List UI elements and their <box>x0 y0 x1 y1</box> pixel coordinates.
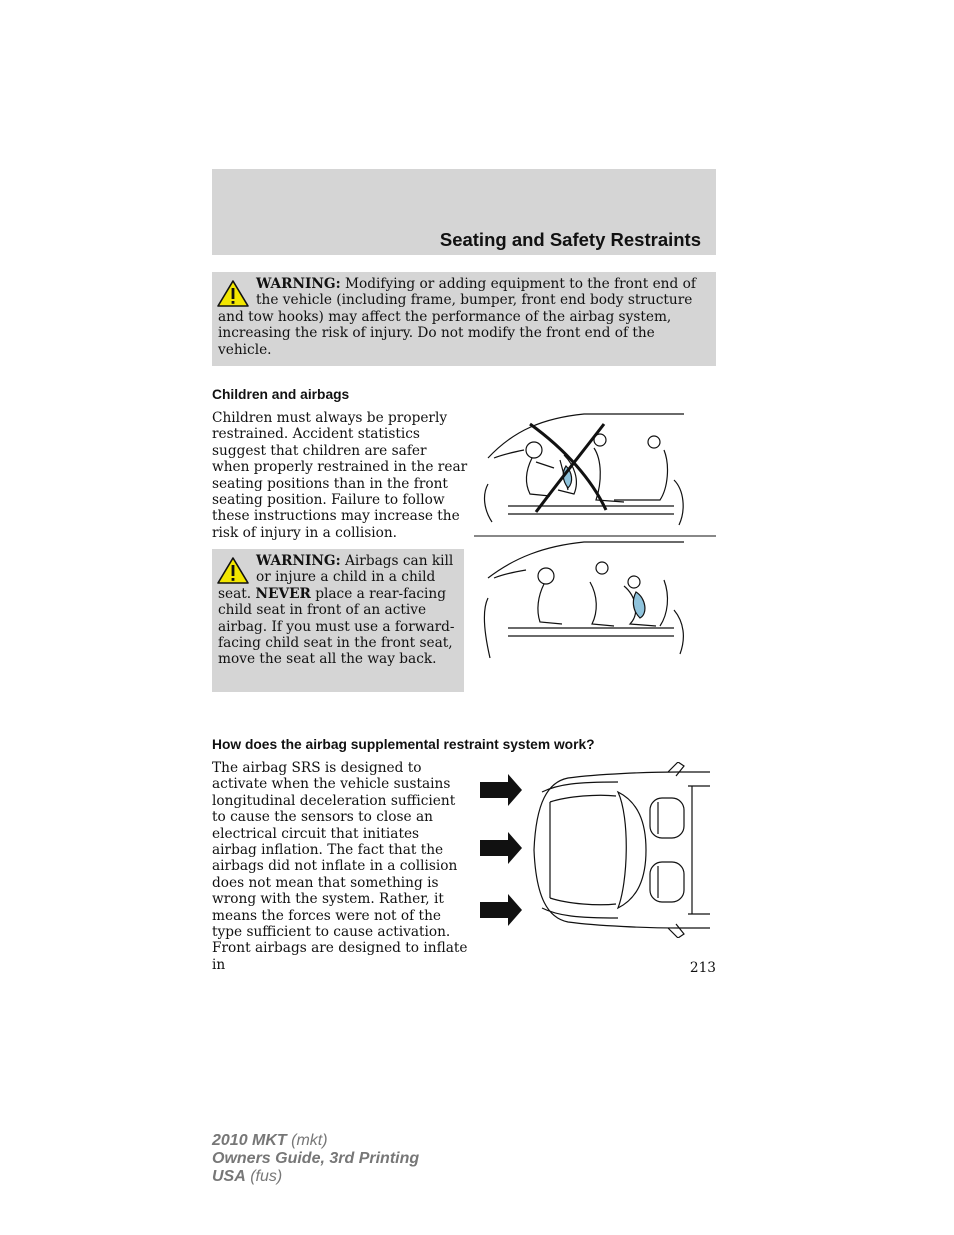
warning-body: Modifying or adding equipment to the front end of the vehicle (including frame, bumper, front end body structure and tow hooks) may affect the performance of the airbag system, increasing the risk of injury. Do not modify the front end of the vehicle. <box>218 276 696 358</box>
warning-box-child-seat <box>212 549 464 692</box>
footer-line-model: 2010 MKT (mkt) <box>212 1132 328 1149</box>
section-heading-children-airbags: Children and airbags <box>212 387 350 402</box>
warning-text <box>218 276 706 358</box>
warning-body-a: Airbags can kill or injure a child in a child seat. <box>218 553 454 602</box>
child-seat-position-illustration <box>474 410 716 660</box>
page-title: Seating and Safety Restraints <box>439 229 701 250</box>
frontal-impact-illustration <box>478 762 712 938</box>
warning-body-b: place a rear-facing child seat in front of an active airbag. If you must use a forward-facing child seat in the front seat, move the seat all the way back. <box>218 585 455 668</box>
footer-line-guide: Owners Guide, 3rd Printing <box>212 1150 420 1167</box>
warning-label: WARNING: <box>256 276 341 292</box>
warning-box-front-end <box>212 272 716 366</box>
srs-paragraph: The airbag SRS is designed to activate when the vehicle sustains longitudinal deceleration sufficient to cause the sensors to close an electrical circuit that initiates airbag inflation. The fact that the airbags did not inflate in a collision does not mean that something is wrong with the system. Rather, it means the forces were not of the type sufficient to cause activation. Front airbags are designed to inflate in <box>212 760 468 973</box>
warning-label: WARNING: <box>256 553 341 569</box>
document-footer <box>212 1132 419 1186</box>
warning-never: NEVER <box>255 585 311 602</box>
children-airbags-paragraph: Children must always be properly restrained. Accident statistics suggest that children are safer when properly restrained in the rear seating positions than in the front seating position. Failure to follow these instructions may increase the risk of injury in a collision. <box>212 410 468 541</box>
section-heading-srs-work: How does the airbag supplemental restraint system work? <box>212 737 595 752</box>
impact-arrows <box>480 774 522 926</box>
section-header-band <box>212 169 716 255</box>
warning-triangle-icon <box>216 278 250 308</box>
page-number: 213 <box>689 960 716 976</box>
footer-line-region: USA (fus) <box>212 1168 283 1185</box>
warning-text <box>218 553 456 668</box>
warning-triangle-icon <box>216 555 250 585</box>
